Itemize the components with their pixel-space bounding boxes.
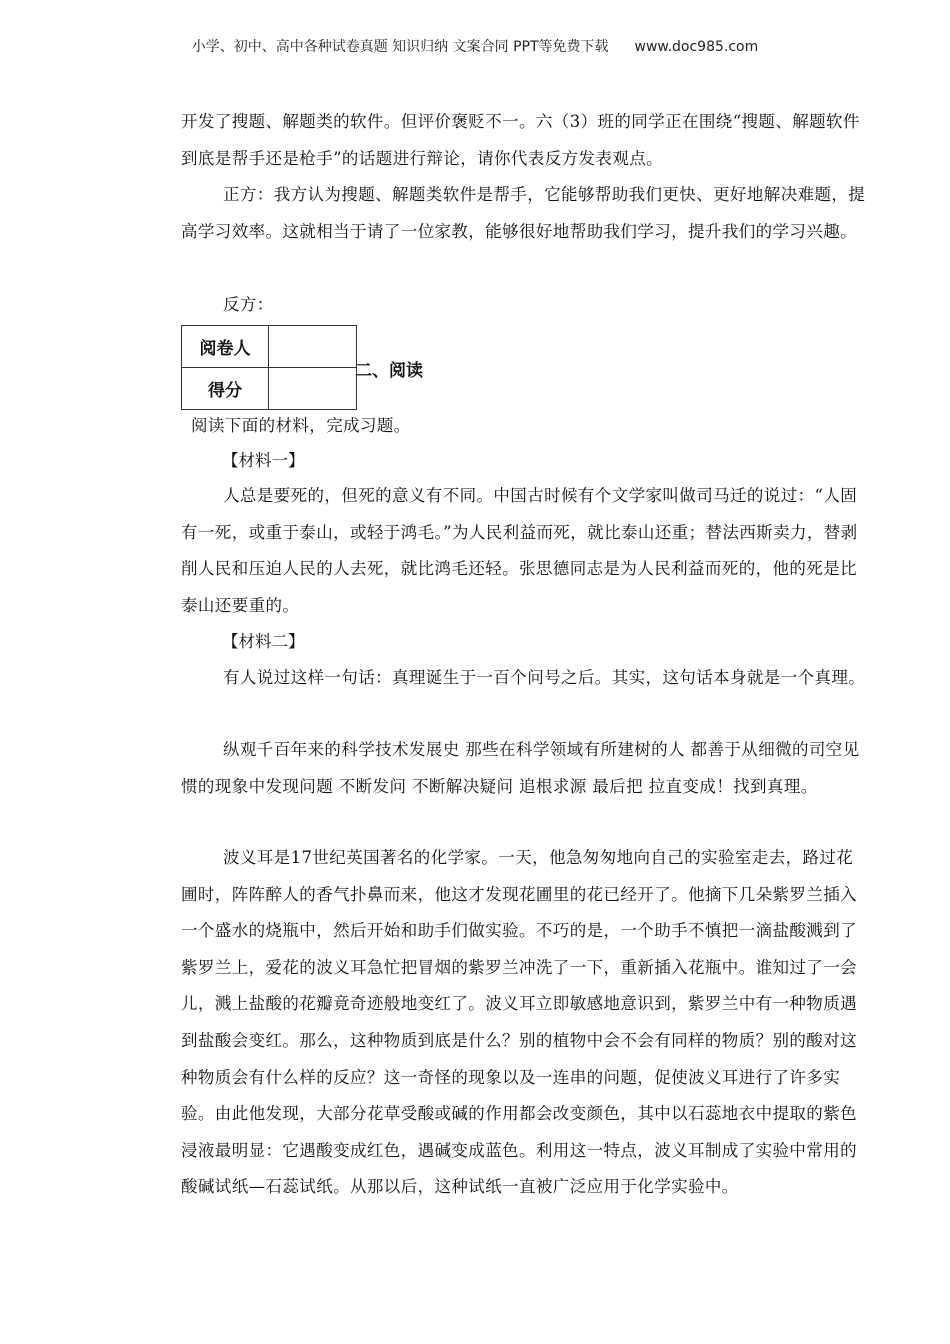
score-cell (269, 368, 357, 410)
material-2-title: 【材料二】 (222, 632, 305, 651)
header-text: 小学、初中、高中各种试卷真题 知识归纳 文案合同 PPT等免费下载 (191, 39, 609, 55)
score-label: 得分 (182, 368, 269, 410)
material-1-text: 人总是要死的，但死的意义有不同。中国古时候有个文学家叫做司马迁的说过：“人固有一死，或重于泰山，或轻于鸿毛。”为人民利益而死，就比泰山还重；替法西斯卖力，替剥削人民和压迫人民的人去死，就比鸿毛还轻。张思德同志是为人民利益而死的，他的死是比泰山还要重的。 (181, 486, 858, 615)
reading-intro: 阅读下面的材料，完成习题。 (191, 416, 411, 435)
section-title: 二、阅读 (355, 361, 423, 381)
material-1-title: 【材料一】 (222, 451, 305, 470)
material-2-paragraph-3: 波义耳是17世纪英国著名的化学家。一天，他急匆匆地向自己的实验室走去，路过花圃时，阵阵醉人的香气扑鼻而来，他这才发现花圃里的花已经开了。他摘下几朵紫罗兰插入一个盛水的烧瓶中，然后开始和助手们做实验。不巧的是，一个助手不慎把一滴盐酸溅到了紫罗兰上，爱花的波义耳急忙把冒烟的紫罗兰冲洗了一下，重新插入花瓶中。谁知过了一会儿，溅上盐酸的花瓣竟奇迹般地变红了。波义耳立即敏感地意识到，紫罗兰中有一种物质遇到盐酸会变红。那么，这种物质到底是什么？别的植物中会不会有同样的物质？别的酸对这种物质会有什么样的反应？这一奇怪的现象以及一连串的问题，促使波义耳进行了许多实验。由此他发现，大部分花草受酸或碱的作用都会改变颜色，其中以石蕊地衣中提取的紫色浸液最明显：它遇酸变成红色，遇碱变成蓝色。利用这一特点，波义耳制成了实验中常用的酸碱试纸—石蕊试纸。从那以后，这种试纸一直被广泛应用于化学实验中。 (181, 848, 857, 1197)
material-2-paragraph-2: 纵观千百年来的科学技术发展史 那些在科学领域有所建树的人 都善于从细微的司空见惯的现象中发现问题 不断发问 不断解决疑问 追根求源 最后把 拉直变成！找到真理。 (181, 740, 860, 796)
reviewer-cell (269, 326, 357, 368)
material-2-paragraph-1: 有人说过这样一句话：真理诞生于一百个问号之后。其实，这句话本身就是一个真理。 (223, 668, 866, 687)
score-table (181, 325, 357, 410)
debate-paragraph-1: 开发了搜题、解题类的软件。但评价褒贬不一。六（3）班的同学正在围绕“搜题、解题软件到底是帮手还是枪手”的话题进行辩论，请你代表反方发表观点。 (181, 112, 860, 168)
debate-paragraph-3: 反方： (223, 295, 274, 314)
page-header (0, 36, 950, 56)
header-site: www.doc985.com (634, 39, 759, 55)
reviewer-label: 阅卷人 (182, 326, 269, 368)
debate-paragraph-2: 正方：我方认为搜题、解题类软件是帮手，它能够帮助我们更快、更好地解决难题，提高学习效率。这就相当于请了一位家教，能够很好地帮助我们学习，提升我们的学习兴趣。 (181, 185, 866, 241)
